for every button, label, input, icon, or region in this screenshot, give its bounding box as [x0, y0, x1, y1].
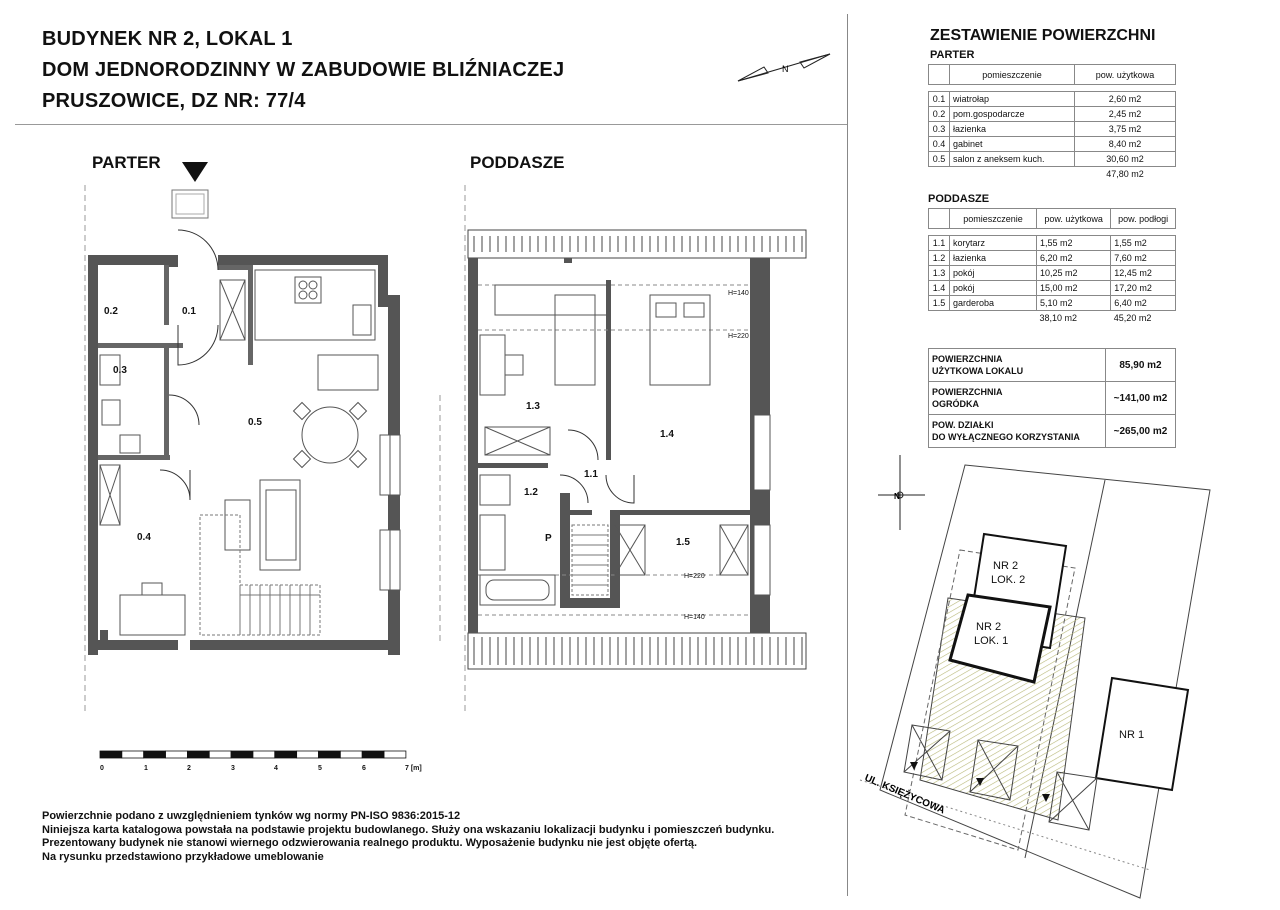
scale-tick: 7 [m]	[405, 765, 422, 772]
height-label: H=140	[684, 614, 705, 621]
scale-tick: 2	[187, 765, 191, 772]
scale-tick: 3	[231, 765, 235, 772]
table-row: POW. DZIAŁKI DO WYŁĄCZNEGO KORZYSTANIA ~265,00 m2	[929, 415, 1176, 448]
note-line: Na rysunku przedstawiono przykładowe umeblowanie	[42, 850, 324, 863]
scale-bar	[98, 750, 438, 775]
attic-plan	[460, 185, 810, 715]
north-label: N	[894, 492, 900, 501]
table-row: 1.1 korytarz 1,55 m2 1,55 m2	[929, 236, 1176, 251]
header-line2: DOM JEDNORODZINNY W ZABUDOWIE BLIŹNIACZEJ	[42, 59, 565, 81]
parter-total: 47,80 m2	[1106, 169, 1144, 179]
room-label: 0.1	[182, 306, 196, 317]
room-label: P	[545, 533, 552, 544]
table-row: POWIERZCHNIA UŻYTKOWA LOKALU 85,90 m2	[929, 349, 1176, 382]
street-label: UL. KSIĘŻYCOWA	[862, 772, 947, 817]
compass-arrow-icon	[730, 46, 840, 86]
ground-floor-plan	[80, 185, 445, 715]
scale-segment	[187, 751, 209, 758]
header-line3: PRUSZOWICE, DZ NR: 77/4	[42, 90, 306, 112]
header-line1: BUDYNEK NR 2, LOKAL 1	[42, 28, 293, 50]
table-row: 1.2 łazienka 6,20 m2 7,60 m2	[929, 251, 1176, 266]
scale-segment	[297, 751, 319, 758]
scale-segment	[166, 751, 188, 758]
table-row: POWIERZCHNIA OGRÓDKA ~141,00 m2	[929, 382, 1176, 415]
parter-label: PARTER	[930, 49, 975, 61]
height-label: H=220	[728, 333, 749, 340]
scale-tick: 1	[144, 765, 148, 772]
summary-title: ZESTAWIENIE POWIERZCHNI	[930, 27, 1156, 44]
scale-tick: 6	[362, 765, 366, 772]
scale-tick: 0	[100, 765, 104, 772]
header-divider	[15, 124, 847, 125]
scale-segment	[340, 751, 362, 758]
scale-segment	[362, 751, 384, 758]
scale-segment	[209, 751, 231, 758]
poddasze-total-area: 38,10 m2	[1039, 313, 1078, 323]
site-label: NR 2	[976, 621, 1002, 633]
site-label: LOK. 2	[991, 574, 1026, 586]
note-line: Powierzchnie podano z uwzględnieniem tynków wg normy PN-ISO 9836:2015-12	[42, 810, 461, 822]
table-row: 1.4 pokój 15,00 m2 17,20 m2	[929, 281, 1176, 296]
room-label: 1.3	[526, 401, 540, 412]
height-label: H=220	[684, 573, 705, 580]
note-line: Niniejsza karta katalogowa powstała na podstawie projektu budowlanego. Służy ona wskazaniu lokalizacji budynku i pomieszczeń budynku.	[42, 823, 775, 836]
svg-text:N: N	[782, 64, 789, 74]
scale-segment	[275, 751, 297, 758]
attic-title: PODDASZE	[470, 153, 565, 172]
notes	[42, 810, 832, 864]
note-line: Prezentowany budynek nie stanowi wiernego odzwierowania realnego produktu. Wyposażenie budynku nie jest objęte ofertą.	[42, 837, 698, 849]
poddasze-total-floor: 45,20 m2	[1113, 313, 1152, 323]
scale-segment	[122, 751, 144, 758]
table-row: 0.3 łazienka 3,75 m2	[929, 122, 1176, 137]
scale-segment	[253, 751, 275, 758]
room-label: 0.5	[248, 417, 262, 428]
scale-tick: 4	[274, 765, 278, 772]
poddasze-label: PODDASZE	[928, 193, 990, 205]
scale-segment	[231, 751, 253, 758]
table-row: 1.5 garderoba 5,10 m2 6,40 m2	[929, 296, 1176, 311]
totals-table	[928, 348, 1176, 448]
room-label: 0.3	[113, 365, 127, 376]
entrance-arrow-icon	[180, 160, 210, 184]
table-row: 0.1 wiatrołap 2,60 m2	[929, 92, 1176, 107]
height-label: H=140	[728, 290, 749, 297]
ground-floor-title: PARTER	[92, 153, 161, 172]
poddasze-table: pomieszczenie pow. użytkowa pow. podłogi 1.1 korytarz 1,55 m2 1,55 m2 1.2 łazienka 6,20 m2 7,60 m2 1.3 pokój 10,25 m2 12,45 m2 1.4 pokój 15,00 m2 17,20 m2 1.5 garderoba 5,10 m2 6,40 m2 38,10 m2 45,20 m2	[928, 208, 1176, 325]
scale-segment	[319, 751, 341, 758]
parter-table: pomieszczenie pow. użytkowa 0.1 wiatrołap 2,60 m2 0.2 pom.gospodarcze 2,45 m2 0.3 łazienka 3,75 m2 0.4 gabinet 8,40 m2 0.5 salon z aneksem kuch. 30,60 m2 47,80 m2	[928, 64, 1176, 181]
scale-segment	[144, 751, 166, 758]
table-row: 0.4 gabinet 8,40 m2	[929, 137, 1176, 152]
scale-segment	[100, 751, 122, 758]
table-row: 0.5 salon z aneksem kuch. 30,60 m2	[929, 152, 1176, 167]
table-row: 1.3 pokój 10,25 m2 12,45 m2	[929, 266, 1176, 281]
room-label: 1.4	[660, 429, 674, 440]
room-label: 1.2	[524, 487, 538, 498]
site-plan	[850, 450, 1270, 900]
site-label: NR 2	[993, 560, 1019, 572]
room-label: 0.4	[137, 532, 151, 543]
site-label: NR 1	[1119, 729, 1145, 741]
room-label: 0.2	[104, 306, 118, 317]
site-label: LOK. 1	[974, 635, 1009, 647]
scale-tick: 5	[318, 765, 322, 772]
room-label: 1.1	[584, 469, 598, 480]
scale-segment	[384, 751, 406, 758]
room-label: 1.5	[676, 537, 690, 548]
table-row: 0.2 pom.gospodarcze 2,45 m2	[929, 107, 1176, 122]
